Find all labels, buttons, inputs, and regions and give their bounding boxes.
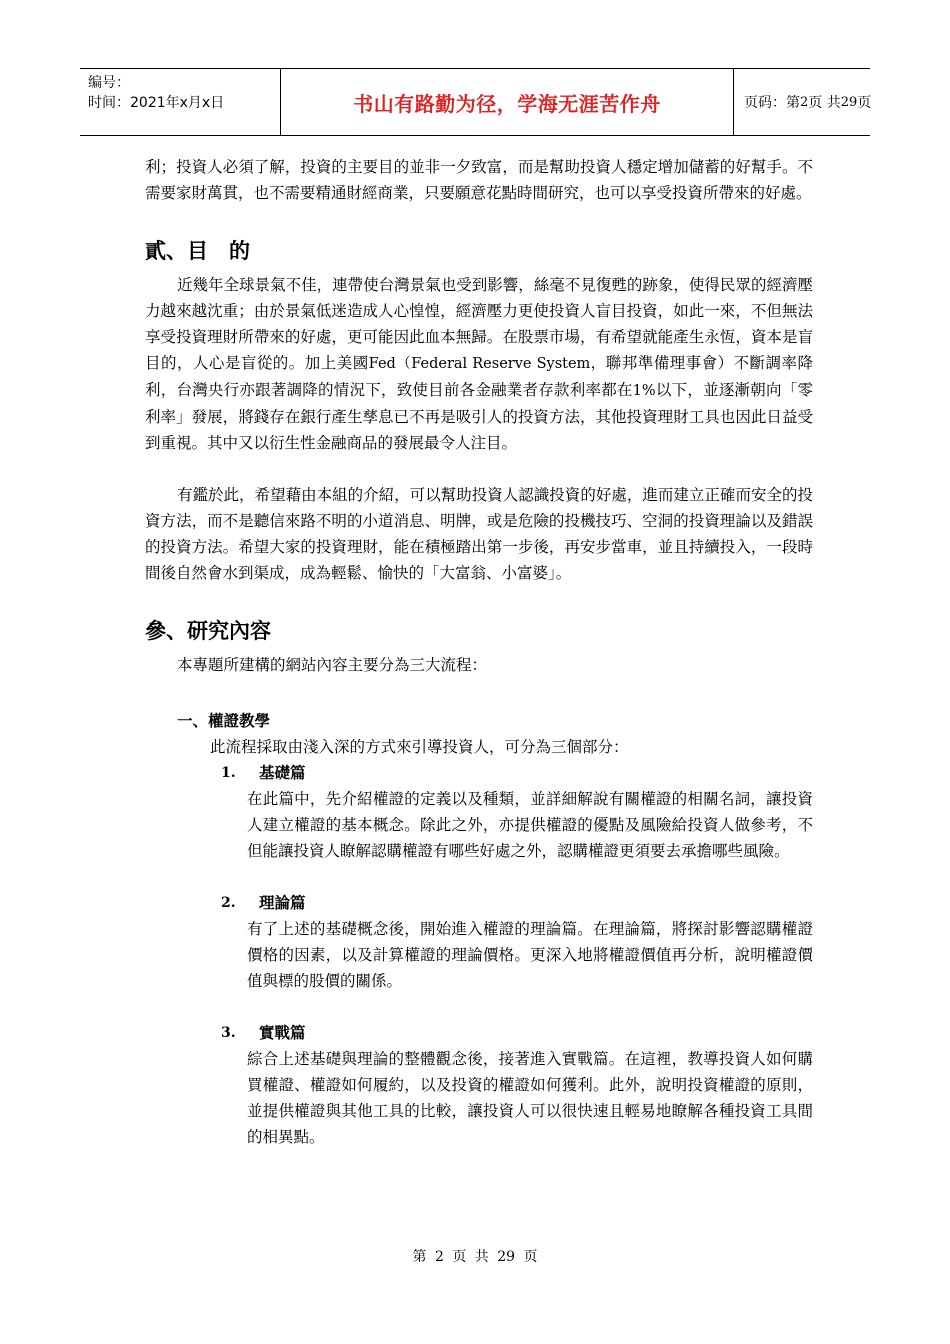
item-number: 3. [221, 1025, 236, 1041]
subsection-title: 一、權證教學 [177, 712, 271, 730]
item-number: 1. [221, 765, 236, 781]
header-page-info [734, 69, 870, 135]
section-heading-purpose: 貳、目 的 [145, 239, 250, 263]
research-intro: 本專題所建構的網站內容主要分為三大流程： [177, 656, 488, 674]
footer-page-total: 29 [497, 1249, 516, 1265]
subsection-intro: 此流程採取由淺入深的方式來引導投資人，可分為三個部分： [210, 738, 629, 756]
list-item [145, 890, 813, 994]
item-title-text: 實戰篇 [259, 1024, 306, 1042]
item-title-text: 理論篇 [259, 894, 306, 912]
footer-page-number: 2 [434, 1249, 444, 1265]
item-number: 2. [221, 895, 236, 911]
intro-paragraph: 利；投資人必須了解，投資的主要目的並非一夕致富，而是幫助投資人穩定增加儲蓄的好幫手。不需要家財萬貫，也不需要精通財經商業，只要願意花點時間研究，也可以享受投資所帶來的好處。 [145, 158, 813, 202]
document-date: 时间：2021年x月x日 [88, 95, 225, 111]
page-suffix: 页 [857, 95, 872, 111]
item-body: 在此篇中，先介紹權證的定義以及種類，並詳細解說有關權證的相關名詞，讓投資人建立權證的基本概念。除此之外，亦提供權證的優點及風險給投資人做參考，不但能讓投資人瞭解認購權證有哪些好處之外，認購權證更須要去承擔哪些風險。 [247, 790, 813, 860]
item-body: 綜合上述基礎與理論的整體觀念後，接著進入實戰篇。在這裡，教導投資人如何購買權證、權證如何履約，以及投資的權證如何獲利。此外，說明投資權證的原則，並提供權證與其他工具的比較，讓投資人可以很快速且輕易地瞭解各種投資工具間的相異點。 [247, 1050, 813, 1146]
section-heading-research: 參、研究內容 [145, 619, 271, 643]
list-item [145, 1020, 813, 1150]
page-header [80, 68, 870, 136]
purpose-paragraph-1 [145, 272, 813, 456]
fed-text: Fed（Federal Reserve System， [368, 356, 606, 372]
purpose-text-a: 近幾年全球景氣不佳，連帶使台灣景氣也受到影響，絲毫不見復甦的跡象，使得民眾的經濟壓力越來越沈重；由於景氣低迷造成人心惶惶，經濟壓力更使投資人盲目投資，如此一來，不但無法享受投資理財所帶來的好處，更可能因此血本無歸。在股票市場，有希望就能產生永恆，資本是盲目的，人心是盲從的。加上美國 [145, 276, 813, 372]
page-footer [0, 1246, 950, 1266]
page-mid: 页 共 [808, 95, 841, 111]
header-meta [80, 69, 280, 135]
item-title-text: 基礎篇 [259, 764, 306, 782]
item-body: 有了上述的基礎概念後，開始進入權證的理論篇。在理論篇，將探討影響認購權證價格的因素，以及計算權證的理論價格。更深入地將權證價值再分析，說明權證價值與標的股價的關係。 [247, 920, 813, 990]
item-title [145, 1020, 813, 1046]
document-body [145, 154, 813, 1150]
item-title [145, 760, 813, 786]
header-motto: 书山有路勤为径，学海无涯苦作舟 [280, 69, 734, 135]
page-number: 2 [800, 94, 809, 110]
purpose-text-c: 以下，並逐漸朝向「零利率」發展，將錢存在銀行產生孳息已不再是吸引人的投資方法，其他投資理財工具也因此日益受到重視。其中又以衍生性金融商品的發展最令人注目。 [145, 381, 813, 452]
purpose-text-b: 聯邦準備理事會）不斷調率降利，台灣央行亦跟著調降的情況下，致使目前各金融業者存款利率都在 [145, 354, 813, 399]
purpose-paragraph-2: 有鑑於此，希望藉由本組的介紹，可以幫助投資人認識投資的好處，進而建立正確而安全的投資方法，而不是聽信來路不明的小道消息、明牌，或是危險的投機技巧、空洞的投資理論以及錯誤的投資方法。希望大家的投資理財，能在積極踏出第一步後，再安步當車，並且持續投入，一段時間後自然會水到渠成，成為輕鬆、愉快的「大富翁、小富婆」。 [145, 486, 813, 582]
footer-suffix: 页 [523, 1249, 538, 1265]
document-number-label: 编号： [88, 75, 130, 91]
page-prefix: 页码：第 [744, 95, 800, 111]
percent-text: 1% [632, 383, 656, 399]
item-title [145, 890, 813, 916]
footer-mid: 页 共 [452, 1249, 489, 1265]
page-total: 29 [840, 94, 858, 110]
footer-prefix: 第 [412, 1249, 427, 1265]
list-item [145, 760, 813, 864]
